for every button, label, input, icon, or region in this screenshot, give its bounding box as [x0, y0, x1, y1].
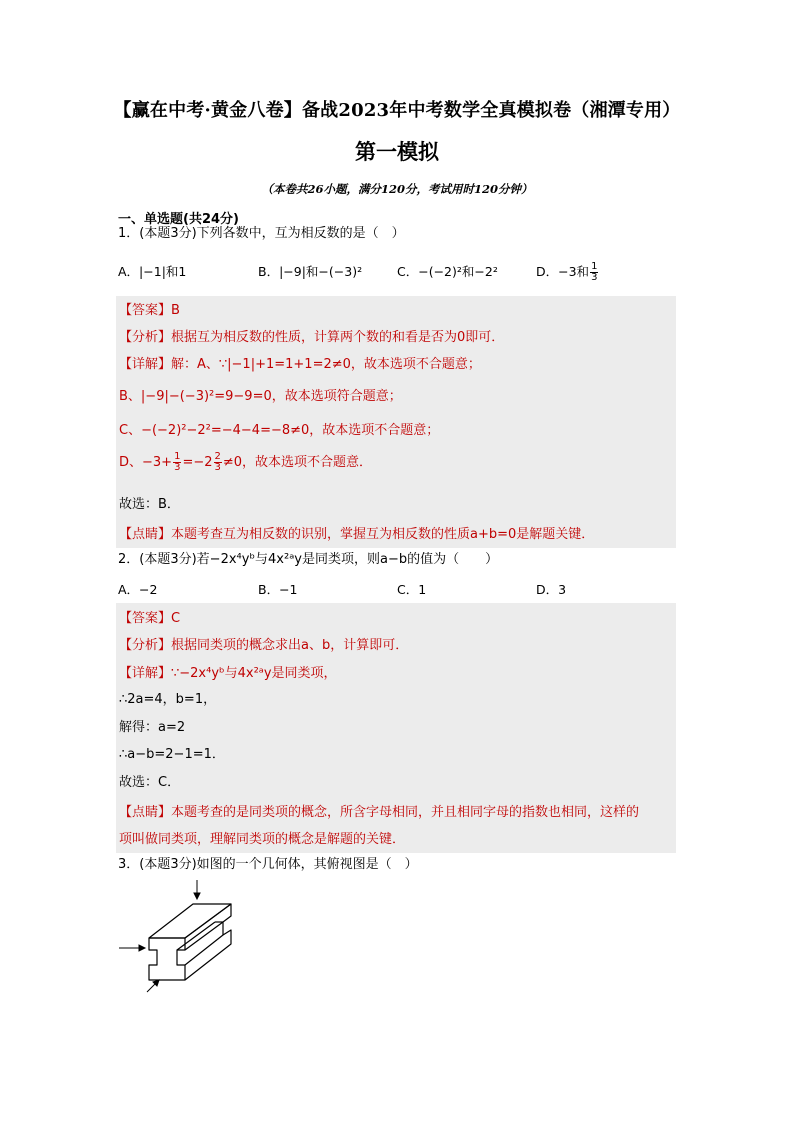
- fraction-denominator: 3: [591, 272, 598, 283]
- q1-option-d: [536, 262, 599, 283]
- q2-option-d: D．3: [536, 582, 567, 597]
- q1-option-b: B．|−9|和−(−3)²: [258, 264, 363, 279]
- q2-detail-3: 解得：a=2: [119, 720, 186, 735]
- fraction-denominator: 3: [214, 462, 221, 473]
- q1-stem: 1．(本题3分)下列各数中，互为相反数的是（ ）: [118, 226, 405, 241]
- q1-detail-d-post: ≠0，故本选项不合题意．: [222, 455, 373, 470]
- q1-detail-d-fraction1: [173, 452, 181, 473]
- left-arrow-head: [139, 945, 145, 951]
- q2-option-c: C．1: [397, 582, 427, 597]
- q2-comment-line1: 【点睛】本题考查的是同类项的概念，所含字母相同，并且相同字母的指数也相同，这样的: [119, 805, 640, 820]
- figure-edge: [185, 922, 223, 950]
- q1-choice: 故选：B．: [119, 497, 180, 512]
- q3-stem: 3．(本题3分)如图的一个几何体，其俯视图是（ ）: [118, 857, 418, 872]
- q2-stem: 2．(本题3分)若−2x⁴yᵇ与4x²ᵃy是同类项，则a−b的值为（ ）: [118, 552, 499, 567]
- q2-detail-4: ∴a−b=2−1=1．: [119, 747, 225, 762]
- fraction-denominator: 3: [174, 462, 181, 473]
- q1-detail-d-pre: D、−3+: [119, 455, 173, 470]
- q1-detail-a: 【详解】解：A、∵|−1|+1=1+1=2≠0，故本选项不合题意；: [119, 357, 481, 372]
- fraction-numerator: 1: [591, 261, 598, 272]
- figure-right-face: [185, 904, 231, 980]
- q1-detail-d-mid: =−2: [182, 455, 213, 470]
- q1-answer: 【答案】B: [119, 303, 180, 318]
- q2-option-a: A．−2: [118, 582, 158, 597]
- q1-detail-d-fraction2: [214, 452, 222, 473]
- q2-detail-1: 【详解】∵−2x⁴yᵇ与4x²ᵃy是同类项，: [119, 666, 337, 681]
- fraction-numerator: 1: [174, 451, 181, 462]
- q2-analysis: 【分析】根据同类项的概念求出a、b，计算即可．: [119, 638, 409, 653]
- top-arrow-head: [194, 893, 200, 899]
- section-heading: 一、单选题(共24分): [118, 212, 239, 227]
- q1-option-a: A．|−1|和1: [118, 264, 187, 279]
- figure-front-face: [149, 938, 185, 980]
- paper-info: （本卷共26小题，满分120分，考试用时120分钟）: [261, 182, 533, 196]
- paper-subtitle: 第一模拟: [355, 139, 439, 164]
- q3-solid-figure: [115, 880, 245, 1005]
- q1-comment: 【点睛】本题考查互为相反数的识别，掌握互为相反数的性质a+b=0是解题关键．: [119, 527, 595, 542]
- q2-comment-line2: 项叫做同类项，理解同类项的概念是解题的关键．: [119, 832, 406, 847]
- q1-analysis: 【分析】根据互为相反数的性质，计算两个数的和看是否为0即可．: [119, 330, 505, 345]
- q1-detail-c: C、−(−2)²−2²=−4−4=−8≠0，故本选项不合题意；: [119, 423, 440, 438]
- paper-title: 【赢在中考·黄金八卷】备战2023年中考数学全真模拟卷（湘潭专用）: [113, 100, 681, 121]
- q1-option-c: C．−(−2)²和−2²: [397, 264, 498, 279]
- q1-option-d-fraction: [590, 262, 598, 283]
- q2-option-b: B．−1: [258, 582, 298, 597]
- q2-answer: 【答案】C: [119, 611, 181, 626]
- fraction-numerator: 2: [214, 451, 221, 462]
- q1-detail-b: B、|−9|−(−3)²=9−9=0，故本选项符合题意；: [119, 389, 402, 404]
- figure-top-face: [149, 904, 231, 938]
- q1-detail-d: [119, 451, 372, 473]
- q2-choice: 故选：C．: [119, 775, 181, 790]
- q1-option-d-text: D．−3和: [536, 264, 590, 279]
- q2-detail-2: ∴2a=4，b=1，: [119, 692, 217, 707]
